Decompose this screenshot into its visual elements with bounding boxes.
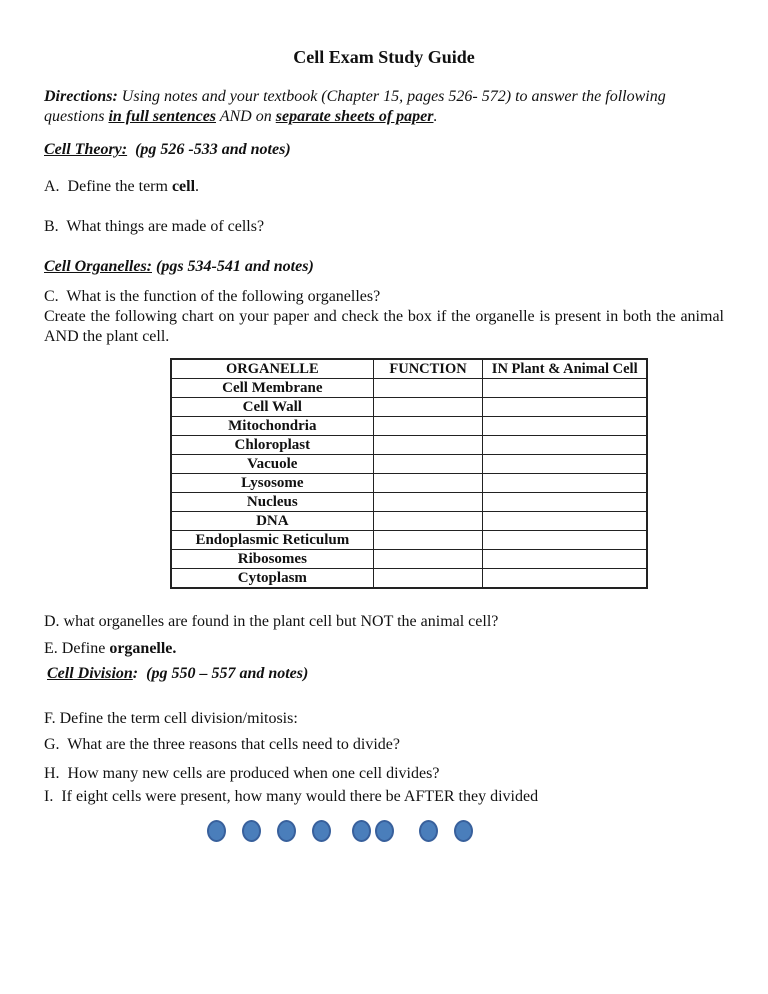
cell-dot-icon <box>419 820 438 842</box>
plant-animal-cell-empty <box>483 436 647 455</box>
organelle-name-cell: Vacuole <box>171 455 373 474</box>
question-a-bold-term: cell <box>171 178 196 195</box>
directions-emphasis-1: in full sentences <box>108 108 217 125</box>
table-row <box>171 417 647 436</box>
directions-label: Directions: <box>44 88 118 105</box>
question-i: I. If eight cells were present, how many would there be AFTER they divided <box>44 788 539 805</box>
plant-animal-cell-empty <box>483 569 647 589</box>
table-header-row <box>171 359 647 379</box>
organelle-name-cell: Chloroplast <box>171 436 373 455</box>
table-row <box>171 531 647 550</box>
organelle-name-cell: Lysosome <box>171 474 373 493</box>
plant-animal-cell-empty <box>483 531 647 550</box>
table-row <box>171 474 647 493</box>
organelle-table-header <box>171 359 647 379</box>
function-cell-empty <box>373 531 483 550</box>
directions-emphasis-2: separate sheets of paper <box>275 108 434 125</box>
plant-animal-cell-empty <box>483 379 647 398</box>
cell-theory-pages: (pg 526 -533 and notes) <box>127 141 291 158</box>
function-cell-empty <box>373 569 483 589</box>
question-e-bold-term: organelle. <box>109 640 177 657</box>
function-cell-empty <box>373 436 483 455</box>
organelle-name-cell: Endoplasmic Reticulum <box>171 531 373 550</box>
organelle-name-cell: Cell Wall <box>171 398 373 417</box>
cell-organelles-pages: (pgs 534-541 and notes) <box>152 258 314 275</box>
question-g: G. What are the three reasons that cells need to divide? <box>44 736 401 753</box>
cell-dot-icon <box>352 820 371 842</box>
function-cell-empty <box>373 417 483 436</box>
organelle-name-cell: Cytoplasm <box>171 569 373 589</box>
chart-instructions: Create the following chart on your paper and check the box if the organelle is present in both the animal AND the plant cell. <box>44 308 724 345</box>
table-row <box>171 398 647 417</box>
plant-animal-cell-empty <box>483 474 647 493</box>
directions-text-1: Using notes and your textbook (Chapter 15, pages 526- 572) to answer the following questions <box>44 88 670 125</box>
question-h: H. How many new cells are produced when one cell divides? <box>44 765 440 782</box>
plant-animal-cell-empty <box>483 398 647 417</box>
question-e <box>44 639 724 659</box>
question-a-period: . <box>195 178 200 195</box>
section-heading-cell-division <box>44 664 724 684</box>
cell-dot-icon <box>312 820 331 842</box>
table-row <box>171 493 647 512</box>
table-row <box>171 550 647 569</box>
table-row <box>171 569 647 589</box>
cell-dot-icon <box>242 820 261 842</box>
cell-division-title: Cell Division <box>47 665 133 682</box>
function-cell-empty <box>373 398 483 417</box>
plant-animal-cell-empty <box>483 550 647 569</box>
directions-text-2: AND on <box>216 108 276 125</box>
plant-animal-cell-empty <box>483 493 647 512</box>
table-row <box>171 512 647 531</box>
function-cell-empty <box>373 379 483 398</box>
section-heading-cell-theory <box>44 140 724 160</box>
section-heading-cell-organelles <box>44 257 724 277</box>
function-cell-empty <box>373 474 483 493</box>
organelle-name-cell: Mitochondria <box>171 417 373 436</box>
function-cell-empty <box>373 455 483 474</box>
function-cell-empty <box>373 493 483 512</box>
page-title: Cell Exam Study Guide <box>293 47 475 67</box>
question-a-text: A. Define the term <box>44 178 172 195</box>
organelle-name-cell: Cell Membrane <box>171 379 373 398</box>
question-e-text: E. Define <box>44 640 110 657</box>
organelle-table <box>170 358 648 589</box>
function-cell-empty <box>373 550 483 569</box>
cell-organelles-title: Cell Organelles: <box>44 258 152 275</box>
table-row <box>171 379 647 398</box>
cell-theory-title: Cell Theory: <box>44 141 128 158</box>
cell-division-pages: : (pg 550 – 557 and notes) <box>132 665 309 682</box>
cell-dot-icon <box>207 820 226 842</box>
organelle-name-cell: Nucleus <box>171 493 373 512</box>
cell-dots-row <box>44 819 724 845</box>
cell-dot-icon <box>375 820 394 842</box>
cell-dot-icon <box>454 820 473 842</box>
plant-animal-cell-empty <box>483 512 647 531</box>
header-in-plant-animal: IN Plant & Animal Cell <box>483 359 647 379</box>
question-d: D. what organelles are found in the plant cell but NOT the animal cell? <box>44 613 499 630</box>
question-a <box>44 177 724 197</box>
plant-animal-cell-empty <box>483 455 647 474</box>
table-row <box>171 436 647 455</box>
header-organelle: ORGANELLE <box>171 359 373 379</box>
question-b: B. What things are made of cells? <box>44 218 265 235</box>
directions-text-3: . <box>433 108 438 125</box>
organelle-table-body <box>171 379 647 589</box>
cell-dot-icon <box>277 820 296 842</box>
plant-animal-cell-empty <box>483 417 647 436</box>
header-function: FUNCTION <box>373 359 483 379</box>
question-f: F. Define the term cell division/mitosis: <box>44 710 298 727</box>
table-row <box>171 455 647 474</box>
directions-paragraph <box>44 87 724 127</box>
organelle-name-cell: Ribosomes <box>171 550 373 569</box>
organelle-name-cell: DNA <box>171 512 373 531</box>
function-cell-empty <box>373 512 483 531</box>
question-c: C. What is the function of the following organelles? <box>44 288 381 305</box>
